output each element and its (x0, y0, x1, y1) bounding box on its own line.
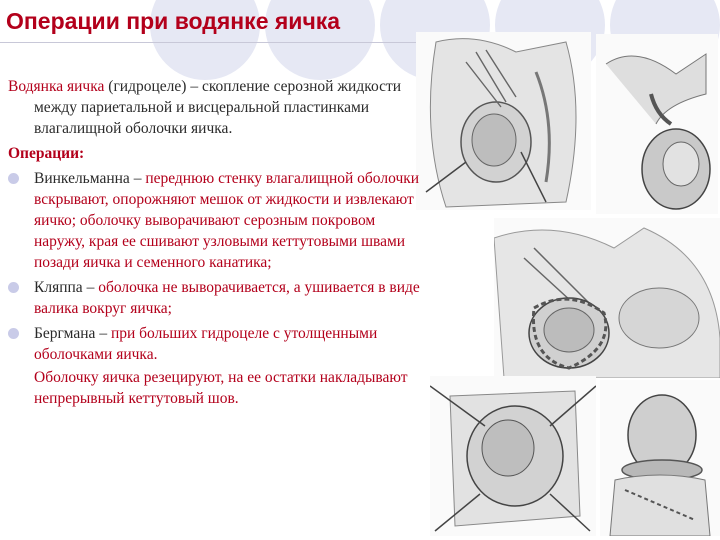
slide-body (8, 76, 428, 409)
operations-heading: Операции: (8, 145, 85, 162)
operation-dash: – (129, 170, 146, 187)
operation-item (8, 277, 428, 319)
definition-term-paren: (гидроцеле) (104, 78, 187, 95)
definition-term: Водянка яичка (8, 78, 105, 95)
operation-text: оболочка не выворачивается, а ушивается в виде валика вокруг яичка; (34, 279, 420, 317)
operation-name: Бергмана (34, 325, 96, 342)
illustration-klapp-operation (494, 218, 720, 378)
page-title: Операции при водянке яичка (6, 8, 341, 34)
bullet-icon (8, 173, 19, 184)
operation-text: при больших гидроцеле с утолщенными оболочками яичка. (34, 325, 378, 363)
illustration-winkelmann-step-2 (596, 34, 718, 214)
operation-item (8, 323, 428, 365)
bullet-icon (8, 282, 19, 293)
operation-name: Кляппа (34, 279, 83, 296)
definition-text: – скопление серозной жидкости между париетальной и висцеральной пластинками влагалищной оболочки яичка. (34, 78, 402, 137)
operation-dash: – (82, 279, 99, 296)
operation-dash: – (95, 325, 111, 342)
operation-name: Винкельманна (34, 170, 130, 187)
illustration-bergmann-step-2 (600, 380, 720, 536)
bullet-icon (8, 328, 19, 339)
title-divider (0, 42, 430, 43)
operation-extra-text: Оболочку яичка резецируют, на ее остатки накладывают непрерывный кеттутовый шов. (34, 369, 408, 407)
operation-text: переднюю стенку влагалищной оболочки вскрывают, опорожняют мешок от жидкости и извлекают яичко; оболочку выворачивают серозным покровом наружу, края ее сшивают узловыми кеттутовыми швами позади яичка и семенного канатика; (34, 170, 420, 271)
definition (8, 76, 428, 139)
illustration-bergmann-step-1 (430, 376, 596, 536)
illustration-winkelmann-step-1 (416, 32, 591, 210)
operation-item (8, 168, 428, 273)
